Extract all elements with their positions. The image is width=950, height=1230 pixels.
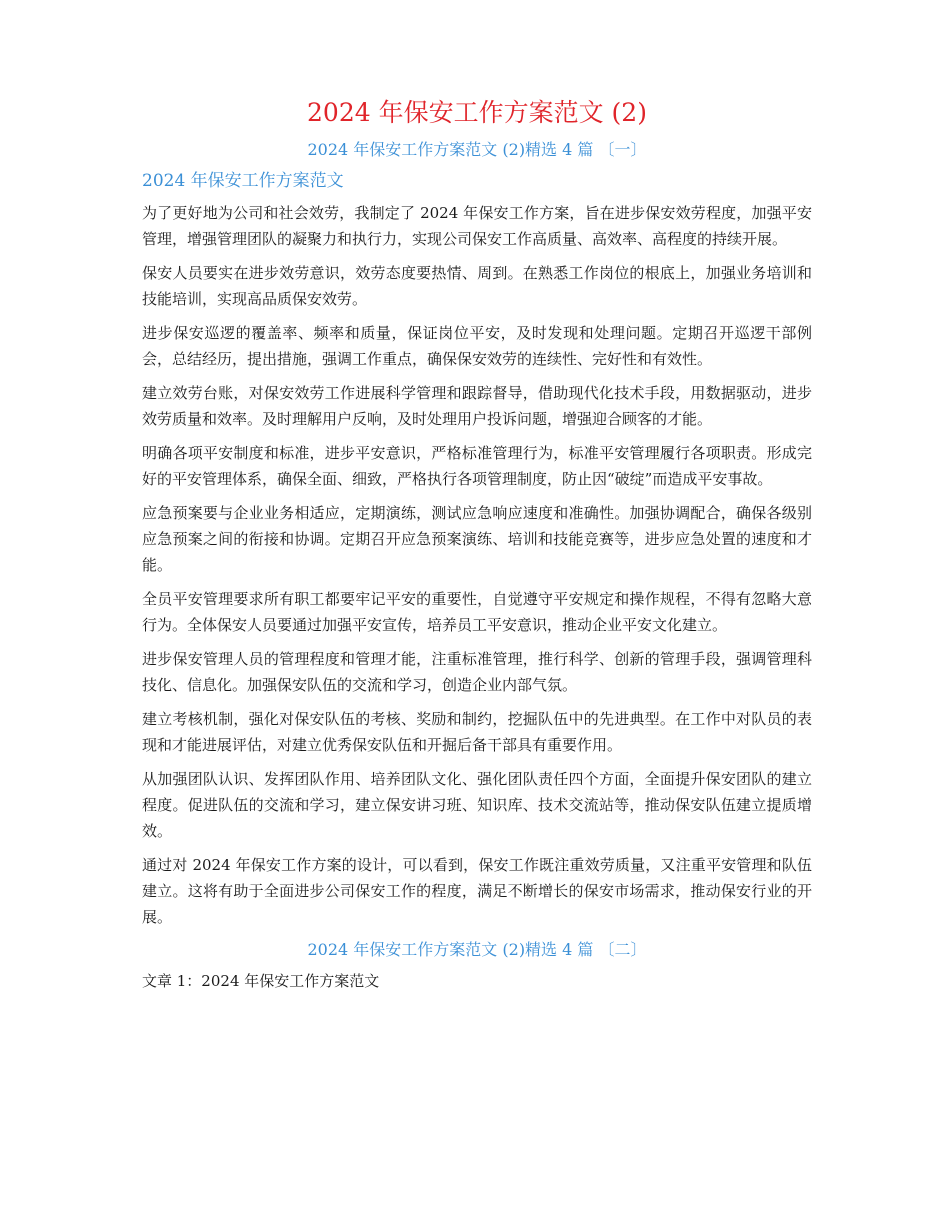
document-title: 2024 年保安工作方案范文 (2) bbox=[307, 98, 647, 127]
section-heading-2: 2024 年保安工作方案范文 (2)精选 4 篇 〔二〕 bbox=[307, 940, 647, 959]
article-2-line: 文章 1：2024 年保安工作方案范文 bbox=[142, 972, 380, 990]
paragraph: 进步保安管理人员的管理程度和管理才能，注重标准管理，推行科学、创新的管理手段，强调管理科技化、信息化。加强保安队伍的交流和学习，创造企业内部气氛。 bbox=[142, 650, 812, 694]
paragraph: 明确各项平安制度和标准，进步平安意识，严格标准管理行为，标准平安管理履行各项职责。形成完好的平安管理体系，确保全面、细致，严格执行各项管理制度，防止因“破绽”而造成平安事故。 bbox=[142, 444, 812, 488]
paragraph: 保安人员要实在进步效劳意识，效劳态度要热情、周到。在熟悉工作岗位的根底上，加强业务培训和技能培训，实现高品质保安效劳。 bbox=[142, 264, 812, 308]
paragraph: 从加强团队认识、发挥团队作用、培养团队文化、强化团队责任四个方面，全面提升保安团队的建立程度。促进队伍的交流和学习，建立保安讲习班、知识库、技术交流站等，推动保安队伍建立提质增效。 bbox=[142, 770, 812, 840]
paragraph: 建立考核机制，强化对保安队伍的考核、奖励和制约，挖掘队伍中的先进典型。在工作中对队员的表现和才能进展评估，对建立优秀保安队伍和开掘后备干部具有重要作用。 bbox=[142, 710, 812, 754]
paragraph: 全员平安管理要求所有职工都要牢记平安的重要性，自觉遵守平安规定和操作规程，不得有忽略大意行为。全体保安人员要通过加强平安宣传，培养员工平安意识，推动企业平安文化建立。 bbox=[142, 590, 812, 634]
paragraph: 应急预案要与企业业务相适应，定期演练，测试应急响应速度和准确性。加强协调配合，确保各级别应急预案之间的衔接和协调。定期召开应急预案演练、培训和技能竞赛等，进步应急处置的速度和才能。 bbox=[142, 504, 812, 574]
paragraph: 通过对 2024 年保安工作方案的设计，可以看到，保安工作既注重效劳质量，又注重平安管理和队伍建立。这将有助于全面进步公司保安工作的程度，满足不断增长的保安市场需求，推动保安行业的开展。 bbox=[142, 856, 812, 926]
section-heading-1: 2024 年保安工作方案范文 (2)精选 4 篇 〔一〕 bbox=[307, 140, 647, 159]
paragraph: 建立效劳台账，对保安效劳工作进展科学管理和跟踪督导，借助现代化技术手段，用数据驱动，进步效劳质量和效率。及时理解用户反响，及时处理用户投诉问题，增强迎合顾客的才能。 bbox=[142, 384, 812, 428]
paragraph: 进步保安巡逻的覆盖率、频率和质量，保证岗位平安，及时发现和处理问题。定期召开巡逻干部例会，总结经历，提出措施，强调工作重点，确保保安效劳的连续性、完好性和有效性。 bbox=[142, 324, 812, 368]
paragraph: 为了更好地为公司和社会效劳，我制定了 2024 年保安工作方案，旨在进步保安效劳程度，加强平安管理，增强管理团队的凝聚力和执行力，实现公司保安工作高质量、高效率、高程度的持续开展。 bbox=[142, 204, 812, 248]
document-page bbox=[142, 96, 812, 994]
article-heading: 2024 年保安工作方案范文 bbox=[142, 171, 344, 191]
